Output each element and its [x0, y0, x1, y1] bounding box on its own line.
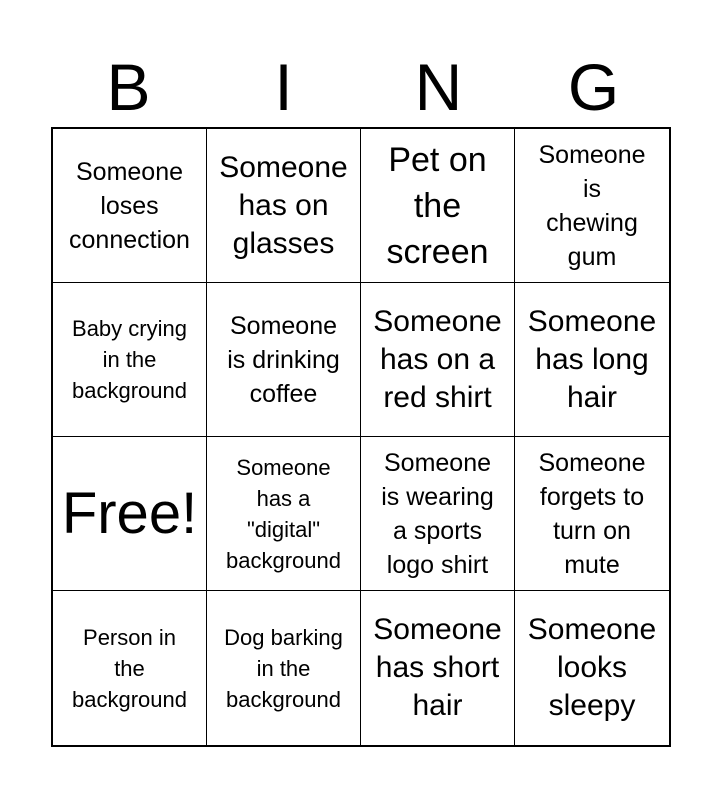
bingo-cell-b4[interactable]: Person in the background: [53, 591, 207, 745]
header-letter-b: B: [106, 50, 151, 124]
bingo-cell-n3[interactable]: Someone is wearing a sports logo shirt: [361, 437, 515, 591]
bingo-cell-n1[interactable]: Pet on the screen: [361, 129, 515, 283]
bingo-cell-i2[interactable]: Someone is drinking coffee: [207, 283, 361, 437]
bingo-grid: [51, 127, 671, 747]
bingo-cell-b1[interactable]: Someone loses connection: [53, 129, 207, 283]
bingo-header: [51, 50, 671, 124]
header-letter-i: I: [274, 50, 293, 124]
bingo-cell-n4[interactable]: Someone has short hair: [361, 591, 515, 745]
bingo-cell-g4[interactable]: Someone looks sleepy: [527, 613, 657, 722]
bingo-cell-i3[interactable]: Someone has a "digital" background: [207, 437, 361, 591]
bingo-cell-i1[interactable]: Someone has on glasses: [207, 129, 361, 283]
header-letter-n: N: [414, 50, 463, 124]
bingo-cell-free[interactable]: Free!: [53, 437, 207, 591]
bingo-cell-n2[interactable]: Someone has on a red shirt: [361, 283, 515, 437]
bingo-cell-b2[interactable]: Baby crying in the background: [53, 283, 207, 437]
bingo-cell-g3[interactable]: Someone forgets to turn on mute: [515, 437, 669, 591]
bingo-cell-g2[interactable]: Someone has long hair: [515, 283, 669, 437]
bingo-cell-i4[interactable]: Dog barking in the background: [207, 591, 361, 745]
bingo-cell-g1[interactable]: Someone is chewing gum: [515, 129, 669, 283]
header-letter-g: G: [567, 50, 620, 124]
